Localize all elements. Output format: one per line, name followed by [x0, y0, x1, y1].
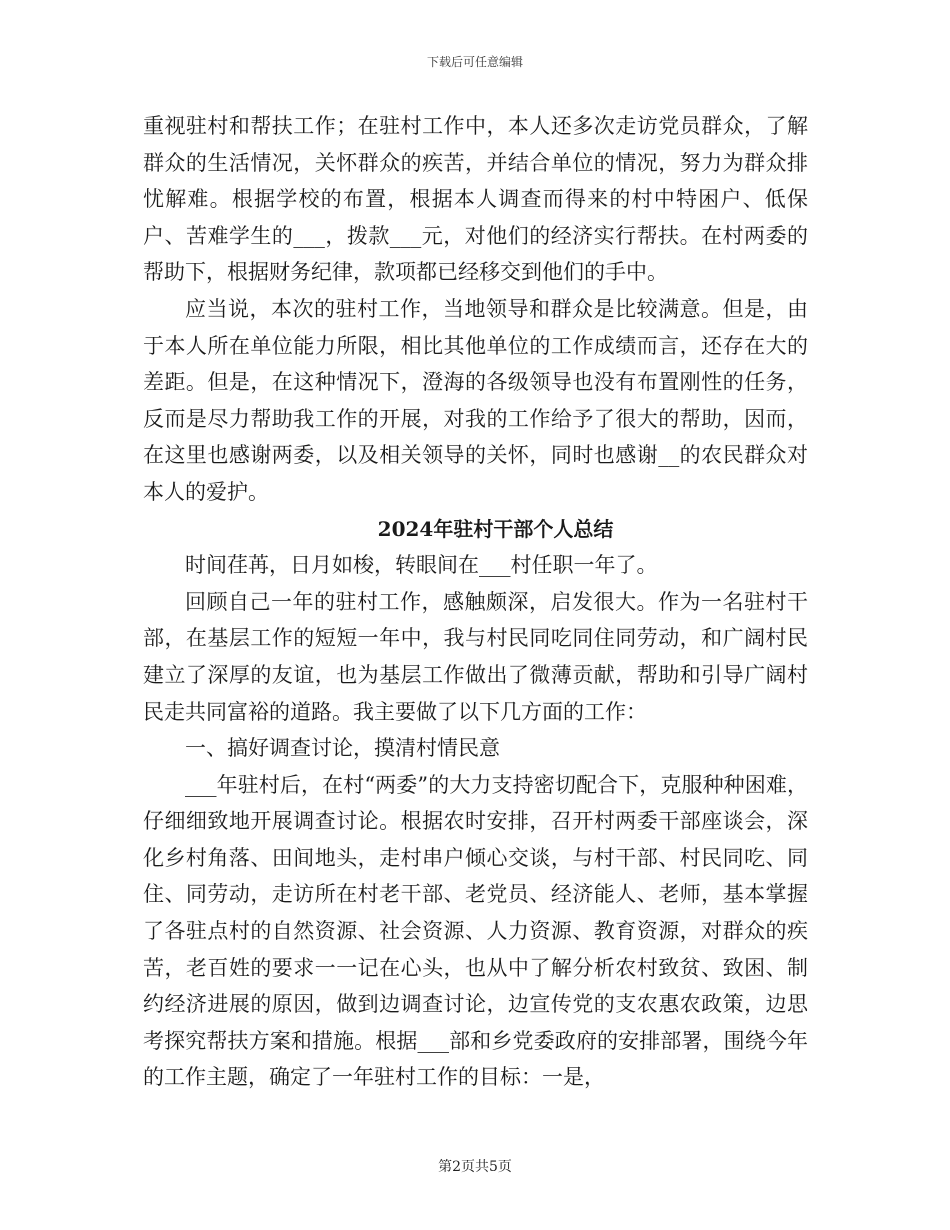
subheading-1: 一、搞好调查讨论，摸清村情民意: [185, 736, 500, 761]
paragraph-2: 应当说，本次的驻村工作，当地领导和群众是比较满意。但是，由于本人所在单位能力所限，相比其他单位的工作成绩而言，还存在大的差距。但是，在这种情况下，澄海的各级领导也没有布置刚性的任务，反而是尽力帮助我工作的开展，对我的工作给予了很大的帮助，因而，在这里也感谢两委，以及相关领导的关怀，同时也感谢__的农民群众对本人的爱护。: [143, 296, 808, 504]
page-footer: 第2页共5页: [438, 1159, 512, 1175]
paragraph-3: 时间荏苒，日月如梭，转眼间在___村任职一年了。: [185, 553, 658, 578]
document-body: [143, 108, 808, 1096]
section-title: 2024年驻村干部个人总结: [377, 516, 614, 541]
paragraph-5: ___年驻村后，在村“两委”的大力支持密切配合下，克服种种困难，仔细细致地开展调查讨论。根据农时安排，召开村两委干部座谈会，深化乡村角落、田间地头，走村串户倾心交谈，与村干部、村民同吃、同住、同劳动，走访所在村老干部、老党员、经济能人、老师，基本掌握了各驻点村的自然资源、社会资源、人力资源、教育资源，对群众的疾苦，老百姓的要求一一记在心头，也从中了解分析农村致贫、致困、制约经济进展的原因，做到边调查讨论，边宣传党的支农惠农政策，边思考探究帮扶方案和措施。根据___部和乡党委政府的安排部署，围绕今年的工作主题，确定了一年驻村工作的目标：一是，: [143, 772, 808, 1090]
paragraph-1: 重视驻村和帮扶工作；在驻村工作中，本人还多次走访党员群众，了解群众的生活情况，关怀群众的疾苦，并结合单位的情况，努力为群众排忧解难。根据学校的布置，根据本人调查而得来的村中特困户、低保户、苦难学生的___，拨款___元，对他们的经济实行帮扶。在村两委的帮助下，根据财务纪律，款项都已经移交到他们的手中。: [143, 114, 808, 285]
page-header: 下载后可任意编辑: [426, 55, 523, 69]
paragraph-4: 回顾自己一年的驻村工作，感触颇深，启发很大。作为一名驻村干部，在基层工作的短短一年中，我与村民同吃同住同劳动，和广阔村民建立了深厚的友谊，也为基层工作做出了微薄贡献，帮助和引导广阔村民走共同富裕的道路。我主要做了以下几方面的工作：: [143, 589, 808, 724]
